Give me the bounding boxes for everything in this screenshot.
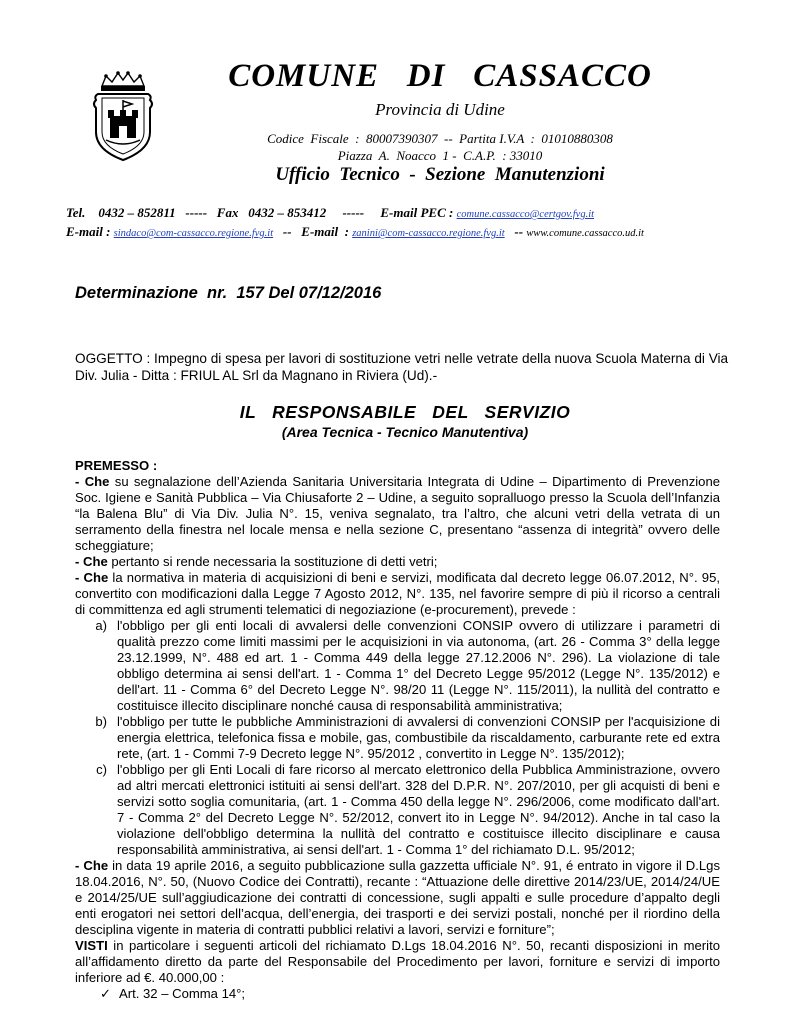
sindaco-email-link[interactable]: sindaco@com-cassacco.regione.fvg.it xyxy=(113,228,274,239)
visti-paragraph: VISTI in particolare i seguenti articoli del richiamato D.Lgs 18.04.2016 N°. 50, recanti disposizioni in merito all’affidamento diretto da parte del Responsabile del Procedimento per lavori, forniture e servizi di importo inferiore ad €. 40.000,00 : xyxy=(75,938,720,985)
contacts-line-1 xyxy=(66,204,746,223)
ufficio-title: Ufficio Tecnico - Sezione Manutenzioni xyxy=(275,164,605,185)
list-marker: b) xyxy=(95,714,107,729)
pec-email-link[interactable]: comune.cassacco@certgov.fvg.it xyxy=(456,209,595,220)
contacts-line-2 xyxy=(66,223,746,242)
premesso-section xyxy=(75,458,720,1002)
contacts-block xyxy=(66,204,746,242)
list-item-text: l'obbligo per gli Enti Locali di fare ricorso al mercato elettronico della Pubblica Amministrazione, ovvero ad altri mercati elettronici istituiti ai sensi dell'art. 328 del D.P.R. N°. 207/2010, per gli acquisti di beni e servizi sotto soglia comunitaria, (art. 1 - Comma 450 della legge N°. 296/2006, come modificato dall'art. 7 - Comma 2° del Decreto Legge N°. 52/2012, convert ito in Legge N°. 94/2012). Anche in tal caso la violazione dell'obbligo determina la nullità del contratto e costituisce illecito disciplinare e causa responsabilità amministrativa, ai sensi dell'art. 1 - Comma 1° del richiamato D.L. 95/2012; xyxy=(117,762,720,857)
fiscal-info xyxy=(190,130,690,164)
list-marker: a) xyxy=(95,618,107,633)
email-separator-2: -- xyxy=(507,224,524,239)
email-separator-1: -- E-mail : xyxy=(276,224,349,239)
premesso-che-1: - Che su segnalazione dell’Azienda Sanitaria Universitaria Integrata di Udine – Dipartimento di Prevenzione Soc. Igiene e Sanità Pubblica – Via Chiusaforte 2 – Udine, a seguito sopralluogo presso la Scuola dell’Infanzia “la Balena Blu” di Via Div. Julia N°. 15, veniva segnalato, tra l’altro, che alcuni vetri della vetrata di un serramento della finestra nel locale mensa e nella sezione C, presentano “assenza di integrità” ovvero delle scheggiature; xyxy=(75,474,721,553)
premesso-che-2: - Che pertanto si rende necessaria la sostituzione di detti vetri; xyxy=(75,554,438,569)
document-header xyxy=(0,0,791,250)
list-marker: c) xyxy=(96,762,107,777)
list-item-text: l'obbligo per gli enti locali di avvalersi delle convenzioni CONSIP ovvero di utilizzare i parametri di qualità prezzo come limiti massimi per le acquisizioni in via autonoma, (art. 26 - Comma 3° della legge 23.12.1999, N°. 488 ed art. 1 - Comma 449 della legge 27.12.2006 N°. 296). La violazione di tale obbligo determina ai sensi dell'art. 1 - Comma 1° del Decreto Legge 95/2012 (Legge N°. 135/2012) e dell'art. 11 - Comma 6° del Decreto Legge N°. 98/20 11 (Legge N°. 115/2011), la nullità del contratto e costituisce illecito disciplinare nonché causa di responsabilità amministrativa; xyxy=(117,618,720,713)
check-list-item xyxy=(75,986,720,1002)
list-item-b xyxy=(75,714,720,762)
list-item-c xyxy=(75,762,720,858)
responsabile-title: IL RESPONSABILE DEL SERVIZIO xyxy=(239,402,571,422)
email-label-1: E-mail : xyxy=(66,224,111,239)
list-item-a xyxy=(75,618,720,714)
website-text: www.comune.cassacco.ud.it xyxy=(526,228,644,239)
municipal-crest-icon xyxy=(88,70,158,162)
premesso-heading: PREMESSO : xyxy=(75,458,158,473)
oggetto-paragraph: OGGETTO : Impegno di spesa per lavori di sostituzione vetri nelle vetrate della nuova Scuola Materna di Via Div. Julia - Ditta : FRIUL AL Srl da Magnano in Riviera (Ud).- xyxy=(75,351,729,383)
premesso-che-3: - Che la normativa in materia di acquisizioni di beni e servizi, modificata dal decreto legge 06.07.2012, N°. 95, convertito con modificazioni dalla Legge 7 Agosto 2012, N°. 135, nel favorire sempre di più il ricorso a centrali di committenza ed agli strumenti telematici di negoziazione (e-procurement), prevede : xyxy=(75,570,720,617)
responsabile-subtitle: (Area Tecnica - Tecnico Manutentiva) xyxy=(281,424,529,440)
checkmark-icon: ✓ xyxy=(100,986,111,1001)
comune-title: COMUNE DI CASSACCO xyxy=(228,58,652,94)
tel-fax-label: Tel. 0432 – 852811 ----- Fax 0432 – 853412 ----- E-mail PEC : xyxy=(66,205,454,220)
codice-fiscale-line: Codice Fiscale : 80007390307 -- Partita I.V.A : 01010880308 xyxy=(267,131,613,146)
determinazione-heading: Determinazione nr. 157 Del 07/12/2016 xyxy=(75,284,382,302)
address-line: Piazza A. Noacco 1 - C.A.P. : 33010 xyxy=(337,148,543,163)
check-item-text: Art. 32 – Comma 14°; xyxy=(119,986,246,1001)
zanini-email-link[interactable]: zanini@com-cassacco.regione.fvg.it xyxy=(352,228,505,239)
list-item-text: l'obbligo per tutte le pubbliche Amministrazioni di avvalersi di convenzioni CONSIP per l'acquisizione di energia elettrica, telefonica fissa e mobile, gas, combustibile da riscaldamento, carburante rete ed extra rete, (art. 1 - Commi 7-9 Decreto legge N°. 95/2012 , convertito in Legge N°. 135/2012); xyxy=(117,714,720,761)
premesso-che-4: - Che in data 19 aprile 2016, a seguito pubblicazione sulla gazzetta ufficiale N°. 91, é entrato in vigore il D.Lgs 18.04.2016, N°. 50, (Nuovo Codice dei Contratti), recante : “Attuazione delle direttive 2014/23/UE, 2014/24/UE e 2014/25/UE sull’aggiudicazione dei contratti di concessione, sugli appalti e sulle procedure d’appalto degli enti erogatori nei settori dell’acqua, dell’energia, dei trasporti e dei servizi postali, nonché per il riordino della desciplina vigente in materia di contratti pubblici relativi a lavori, servizi e forniture”; xyxy=(75,858,720,937)
provincia-label: Provincia di Udine xyxy=(375,100,505,119)
